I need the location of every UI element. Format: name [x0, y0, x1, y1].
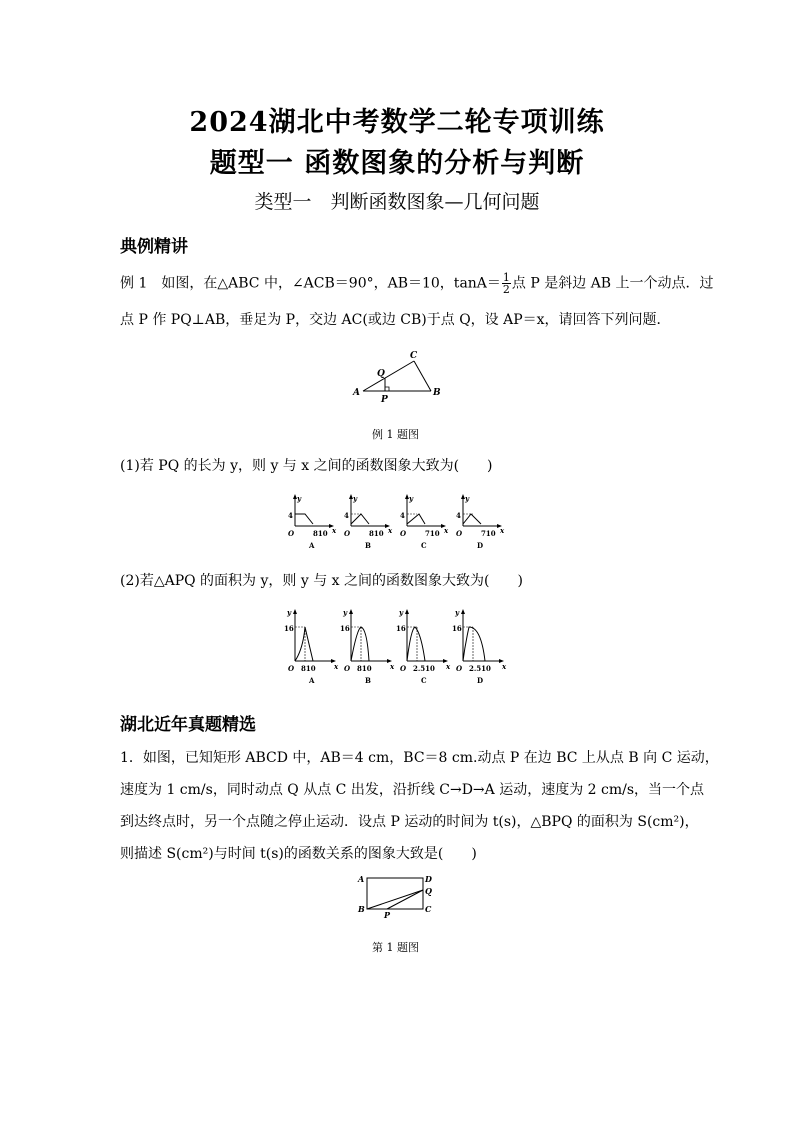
- y-label: y: [455, 608, 460, 617]
- x-tick-label: 710: [481, 529, 496, 538]
- x-label: x: [388, 526, 393, 535]
- vertex-a-label: A: [353, 388, 360, 398]
- y-label: y: [297, 494, 302, 503]
- origin-label: O: [288, 529, 295, 538]
- y-tick-label: 4: [344, 511, 349, 520]
- question-2: (2)若△APQ 的面积为 y，则 y 与 x 之间的函数图象大致为( ): [120, 573, 523, 589]
- y-tick-label: 16: [284, 624, 294, 633]
- y-tick-label: 4: [456, 511, 461, 520]
- section-title: 类型一 判断函数图象—几何问题: [254, 191, 540, 213]
- rectangle-figure: [353, 872, 438, 922]
- problem-1-line-2: 速度为 1 cm/s，同时动点 Q 从点 C 出发，沿折线 C→D→A 运动，速度为 2 cm/s，当一个点: [120, 782, 705, 798]
- q2-graphs-svg: [283, 605, 513, 687]
- option-label: D: [477, 676, 484, 685]
- origin-label: O: [400, 529, 407, 538]
- q2-graph-A: [284, 608, 339, 685]
- x-tick-label: 810: [357, 664, 372, 673]
- curve: [463, 514, 481, 524]
- x-label: x: [332, 526, 337, 535]
- x-label: x: [502, 662, 507, 671]
- q1-graph-B: [344, 494, 393, 550]
- x-label: x: [446, 662, 451, 671]
- q2-graph-C: [396, 608, 451, 685]
- origin-label: O: [344, 529, 351, 538]
- example-line-1-after: 点 P 是斜边 AB 上一个动点．过: [511, 275, 714, 292]
- example-line-2: 点 P 作 PQ⊥AB，垂足为 P，交边 AC(或边 CB)于点 Q，设 AP＝x，请回答下列问题．: [120, 312, 671, 328]
- vertex-b-label: B: [433, 388, 441, 398]
- x-label: x: [500, 526, 505, 535]
- rect-q-label: Q: [425, 886, 432, 896]
- vertex-c-label: C: [410, 351, 418, 361]
- triangle-figure: [350, 348, 445, 403]
- y-label: y: [465, 494, 470, 503]
- curve: [463, 627, 485, 661]
- option-label: C: [421, 676, 427, 685]
- x-tick-label: 2.510: [469, 664, 491, 673]
- rect-a-label: A: [358, 874, 365, 884]
- q2-graph-B: [340, 608, 395, 685]
- example-line-1-before: 例 1 如图，在△ABC 中，∠ACB＝90°，AB＝10，tanA＝: [120, 275, 501, 292]
- curve: [351, 514, 369, 524]
- origin-label: O: [456, 664, 463, 673]
- q1-graphs: [283, 492, 513, 556]
- y-axis-arrow: [293, 609, 297, 614]
- q1-graphs-svg: [283, 492, 513, 556]
- problem-1-line-1: 1．如图，已知矩形 ABCD 中，AB＝4 cm，BC＝8 cm.动点 P 在边 BC 上从点 B 向 C 运动，: [120, 750, 719, 766]
- question-1: (1)若 PQ 的长为 y，则 y 与 x 之间的函数图象大致为( ): [120, 458, 493, 474]
- example-heading: 典例精讲: [120, 237, 188, 257]
- q1-graph-D: [456, 494, 505, 550]
- origin-label: O: [344, 664, 351, 673]
- page-subtitle: 题型一 函数图象的分析与判断: [209, 148, 585, 179]
- curve: [407, 514, 425, 524]
- option-label: B: [365, 676, 371, 685]
- origin-label: O: [456, 529, 463, 538]
- example-figure-caption: 例 1 题图: [372, 428, 419, 441]
- curve: [407, 627, 425, 661]
- example-line-1: [120, 272, 714, 295]
- y-label: y: [409, 494, 414, 503]
- x-tick-label: 2.510: [413, 664, 435, 673]
- y-axis-arrow: [405, 609, 409, 614]
- q2-graphs: [283, 605, 513, 687]
- fraction-denominator: 2: [502, 283, 510, 296]
- option-label: D: [477, 541, 484, 550]
- rect-p-label: P: [384, 910, 391, 920]
- q1-graph-A: [288, 494, 337, 550]
- y-tick-label: 4: [400, 511, 405, 520]
- y-axis-arrow: [349, 609, 353, 614]
- origin-label: O: [400, 664, 407, 673]
- x-label: x: [444, 526, 449, 535]
- x-tick-label: 810: [301, 664, 316, 673]
- y-tick-label: 16: [396, 624, 406, 633]
- x-label: x: [334, 662, 339, 671]
- curve: [351, 627, 369, 661]
- x-label: x: [390, 662, 395, 671]
- rect-b-label: B: [358, 904, 365, 914]
- problem-1-line-4: 则描述 S(cm²)与时间 t(s)的函数关系的图象大致是( ): [120, 846, 477, 862]
- origin-label: O: [288, 664, 295, 673]
- y-label: y: [399, 608, 404, 617]
- y-axis-arrow: [461, 609, 465, 614]
- y-tick-label: 16: [340, 624, 350, 633]
- y-label: y: [353, 494, 358, 503]
- curve: [295, 514, 313, 524]
- option-label: A: [309, 541, 315, 550]
- curve: [295, 627, 313, 661]
- point-q-label: Q: [377, 369, 385, 379]
- problem-1-figure-caption: 第 1 题图: [372, 941, 419, 954]
- problem-1-line-3: 到达终点时，另一个点随之停止运动．设点 P 运动的时间为 t(s)，△BPQ 的面积为 S(cm²)，: [120, 814, 699, 830]
- option-label: B: [365, 541, 371, 550]
- x-tick-label: 810: [369, 529, 384, 538]
- fraction-numerator: 1: [502, 271, 510, 284]
- q2-graph-D: [452, 608, 507, 685]
- point-p-label: P: [381, 395, 388, 403]
- y-tick-label: 16: [452, 624, 462, 633]
- tan-fraction: [502, 272, 511, 295]
- y-tick-label: 4: [288, 511, 293, 520]
- rect-c-label: C: [425, 904, 432, 914]
- rect-d-label: D: [425, 874, 432, 884]
- option-label: C: [421, 541, 427, 550]
- q1-graph-C: [400, 494, 449, 550]
- option-label: A: [309, 676, 315, 685]
- x-tick-label: 710: [425, 529, 440, 538]
- x-tick-label: 810: [313, 529, 328, 538]
- y-label: y: [343, 608, 348, 617]
- page-title: 2024湖北中考数学二轮专项训练: [189, 107, 605, 138]
- real-questions-heading: 湖北近年真题精选: [120, 715, 256, 735]
- y-label: y: [287, 608, 292, 617]
